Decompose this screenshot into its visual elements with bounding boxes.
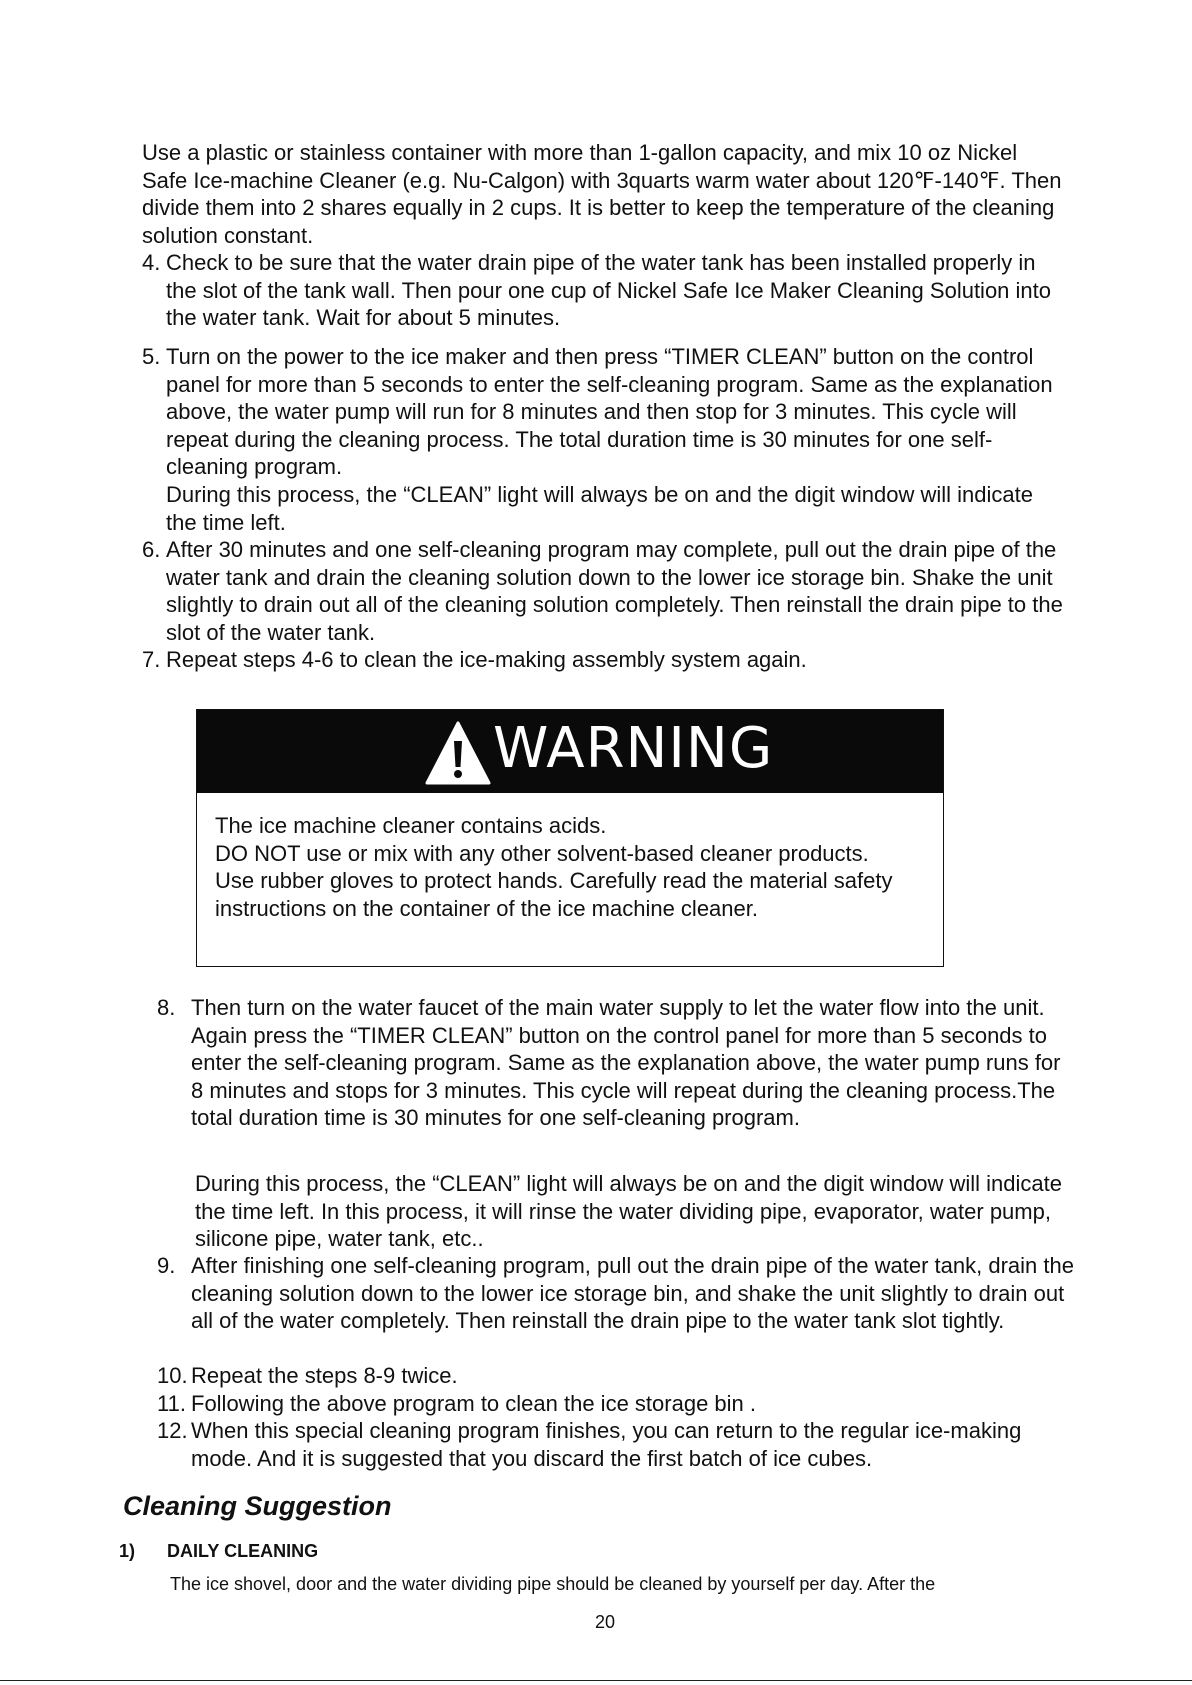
warning-title: WARNING [493,716,774,781]
step-text: Then turn on the water faucet of the main water supply to let the water flow into the unit. Again press the “TIMER CLEAN” button on the control panel for more than 5 seconds to enter the self-cleaning program. Same as the explanation above, the water pump runs for 8 minutes and stops for 3 minutes. This cycle will repeat during the cleaning process.The total duration time is 30 minutes for one self-cleaning program. [191,995,1061,1130]
step-number: 9. [157,1253,176,1278]
warning-line: DO NOT use or mix with any other solvent-based cleaner products. [215,840,869,866]
step-number: 6. [142,537,161,562]
step-number: 5. [142,344,161,369]
step-number: 11. [157,1391,186,1416]
warning-header [197,710,943,793]
step-text: When this special cleaning program finishes, you can return to the regular ice-making mode. And it is suggested that you discard the first batch of ice cubes. [191,1418,1022,1471]
intro-paragraph: Use a plastic or stainless container with more than 1-gallon capacity, and mix 10 oz Nickel Safe Ice-machine Cleaner (e.g. Nu-Calgon) with 3quarts warm water about 120℉-140℉. Then divide them into 2 shares equally in 2 cups. It is better to keep the temperature of the cleaning solution constant. [142,140,1062,248]
warning-line: Use rubber gloves to protect hands. Carefully read the material safety instructions on the container of the ice machine cleaner. [215,868,893,921]
step-number: 8. [157,995,176,1020]
step-number: 12. [157,1418,188,1443]
step-text: Turn on the power to the ice maker and then press “TIMER CLEAN” button on the control panel for more than 5 seconds to enter the self-cleaning program. Same as the explanation above, the water pump will run for 8 minutes and then stop for 3 minutes. This cycle will repeat during the cleaning process. The total duration time is 30 minutes for one self-cleaning program. [166,344,1053,479]
page-number: 20 [595,1612,616,1632]
step-text: Following the above program to clean the ice storage bin . [191,1391,756,1416]
step-text: After finishing one self-cleaning program, pull out the drain pipe of the water tank, drain the cleaning solution down to the lower ice storage bin, and shake the unit slightly to drain out all of the water completely. Then reinstall the drain pipe to the water tank slot tightly. [191,1253,1074,1333]
subsection-title: DAILY CLEANING [167,1541,319,1561]
warning-triangle-icon [425,721,491,785]
step-text: Repeat the steps 8-9 twice. [191,1363,458,1388]
warning-line: The ice machine cleaner contains acids. [215,813,607,838]
step-text: Check to be sure that the water drain pipe of the water tank has been installed properly in the slot of the tank wall. Then pour one cup of Nickel Safe Ice Maker Cleaning Solution into the water tank. Wait for about 5 minutes. [166,250,1051,330]
subsection-number: 1) [119,1541,136,1561]
step-number: 10. [157,1363,188,1388]
daily-cleaning-text: The ice shovel, door and the water dividing pipe should be cleaned by yourself per day. After the [170,1574,936,1594]
bottom-rule [0,1680,1192,1681]
step-5-note: During this process, the “CLEAN” light will always be on and the digit window will indicate the time left. [166,482,1033,535]
section-title: Cleaning Suggestion [123,1491,392,1521]
warning-box [196,709,944,967]
step-text: After 30 minutes and one self-cleaning program may complete, pull out the drain pipe of the water tank and drain the cleaning solution down to the lower ice storage bin. Shake the unit slightly to drain out all of the cleaning solution completely. Then reinstall the drain pipe to the slot of the water tank. [166,537,1063,645]
step-number: 4. [142,250,161,275]
step-number: 7. [142,647,161,672]
step-8-note: During this process, the “CLEAN” light will always be on and the digit window will indicate the time left. In this process, it will rinse the water dividing pipe, evaporator, water pump, silicone pipe, water tank, etc.. [195,1171,1062,1251]
step-text: Repeat steps 4-6 to clean the ice-making assembly system again. [166,647,807,672]
subsection-heading [119,1541,318,1562]
warning-text [215,812,925,922]
